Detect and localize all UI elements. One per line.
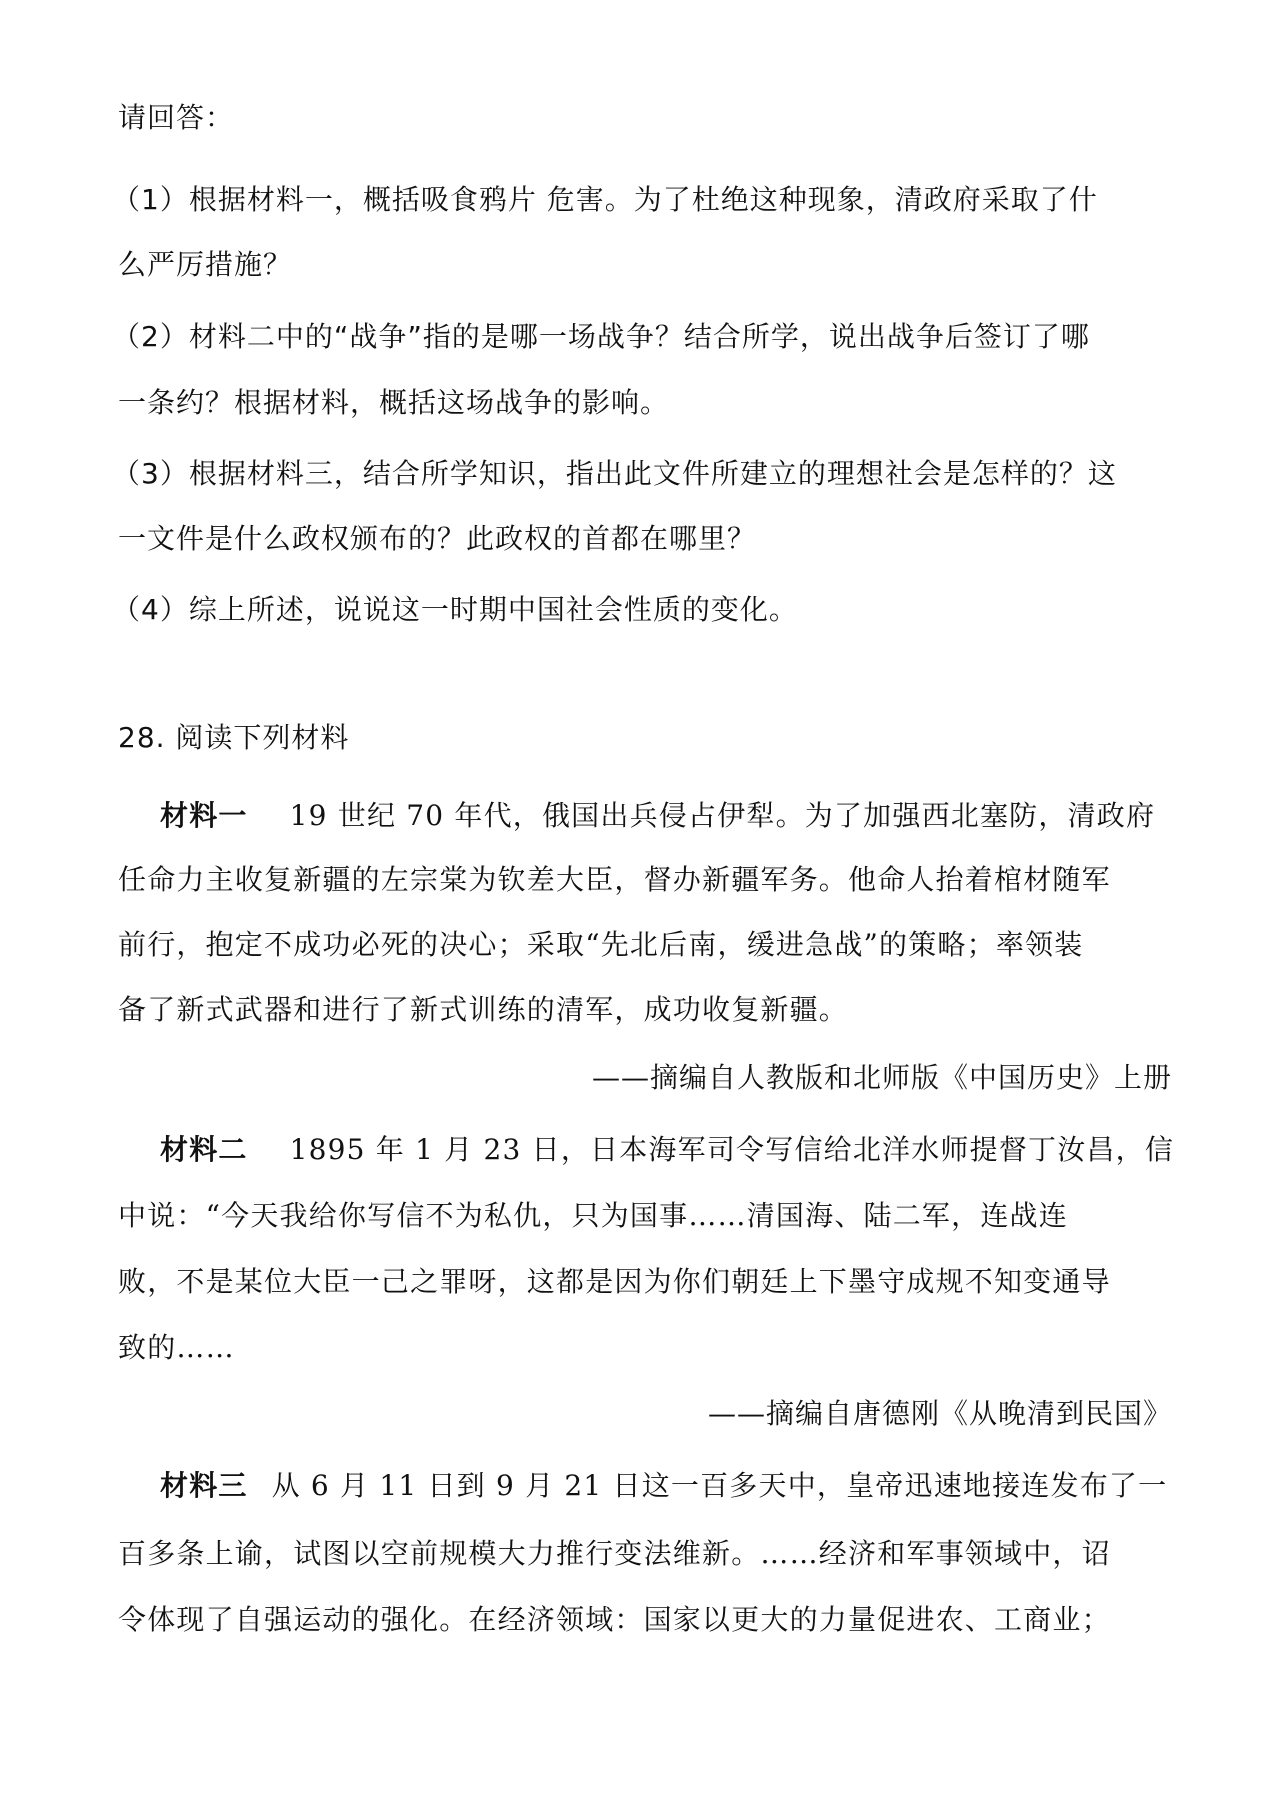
question-28-heading: 28. 阅读下列材料	[118, 721, 350, 754]
material-3-line-1	[160, 1466, 1167, 1506]
material-3-text-1: 从 6 月 11 日到 9 月 21 日这一百多天中，皇帝迅速地接连发布了一	[271, 1469, 1168, 1502]
material-2-line-4: 致的……	[118, 1331, 235, 1364]
material-1-text-1: 19 世纪 70 年代，俄国出兵侵占伊犁。为了加强西北塞防，清政府	[289, 799, 1156, 832]
material-2-text-1: 1895 年 1 月 23 日，日本海军司令写信给北洋水师提督丁汝昌，信	[289, 1133, 1175, 1166]
question-2-line-2: 一条约？根据材料，概括这场战争的影响。	[118, 386, 670, 419]
material-2-line-1	[160, 1130, 1174, 1170]
material-2-line-2: 中说：“今天我给你写信不为私仇，只为国事……清国海、陆二军，连战连	[118, 1199, 1068, 1232]
question-3-line-2: 一文件是什么政权颁布的？此政权的首都在哪里？	[118, 522, 757, 555]
material-3-label: 材料三	[160, 1469, 248, 1502]
material-1-line-1	[160, 796, 1155, 836]
question-3-line-1: （3）根据材料三，结合所学知识，指出此文件所建立的理想社会是怎样的？这	[112, 457, 1117, 490]
question-2-line-1: （2）材料二中的“战争”指的是哪一场战争？结合所学，说出战争后签订了哪	[112, 320, 1090, 353]
question-1-line-2: 么严厉措施？	[118, 248, 293, 281]
material-1-label: 材料一	[160, 799, 248, 832]
material-2-source: ——摘编自唐德刚《从晚清到民国》	[707, 1397, 1172, 1430]
material-3-line-3: 令体现了自强运动的强化。在经济领域：国家以更大的力量促进农、工商业；	[118, 1603, 1111, 1636]
answer-prompt: 请回答：	[118, 101, 235, 134]
material-1-line-2: 任命力主收复新疆的左宗棠为钦差大臣，督办新疆军务。他命人抬着棺材随军	[118, 863, 1111, 896]
material-1-source: ——摘编自人教版和北师版《中国历史》上册	[591, 1061, 1172, 1094]
question-1-line-1: （1）根据材料一，概括吸食鸦片 危害。为了杜绝这种现象，清政府采取了什	[112, 183, 1098, 216]
material-3-line-2: 百多条上谕，试图以空前规模大力推行变法维新。……经济和军事领域中，诏	[118, 1537, 1111, 1570]
material-2-label: 材料二	[160, 1133, 248, 1166]
material-1-line-4: 备了新式武器和进行了新式训练的清军，成功收复新疆。	[118, 993, 849, 1026]
material-2-line-3: 败，不是某位大臣一己之罪呀，这都是因为你们朝廷上下墨守成规不知变通导	[118, 1265, 1111, 1298]
material-1-line-3: 前行，抱定不成功必死的决心；采取“先北后南，缓进急战”的策略；率领装	[118, 928, 1084, 961]
question-4-line-1: （4）综上所述，说说这一时期中国社会性质的变化。	[112, 593, 798, 626]
